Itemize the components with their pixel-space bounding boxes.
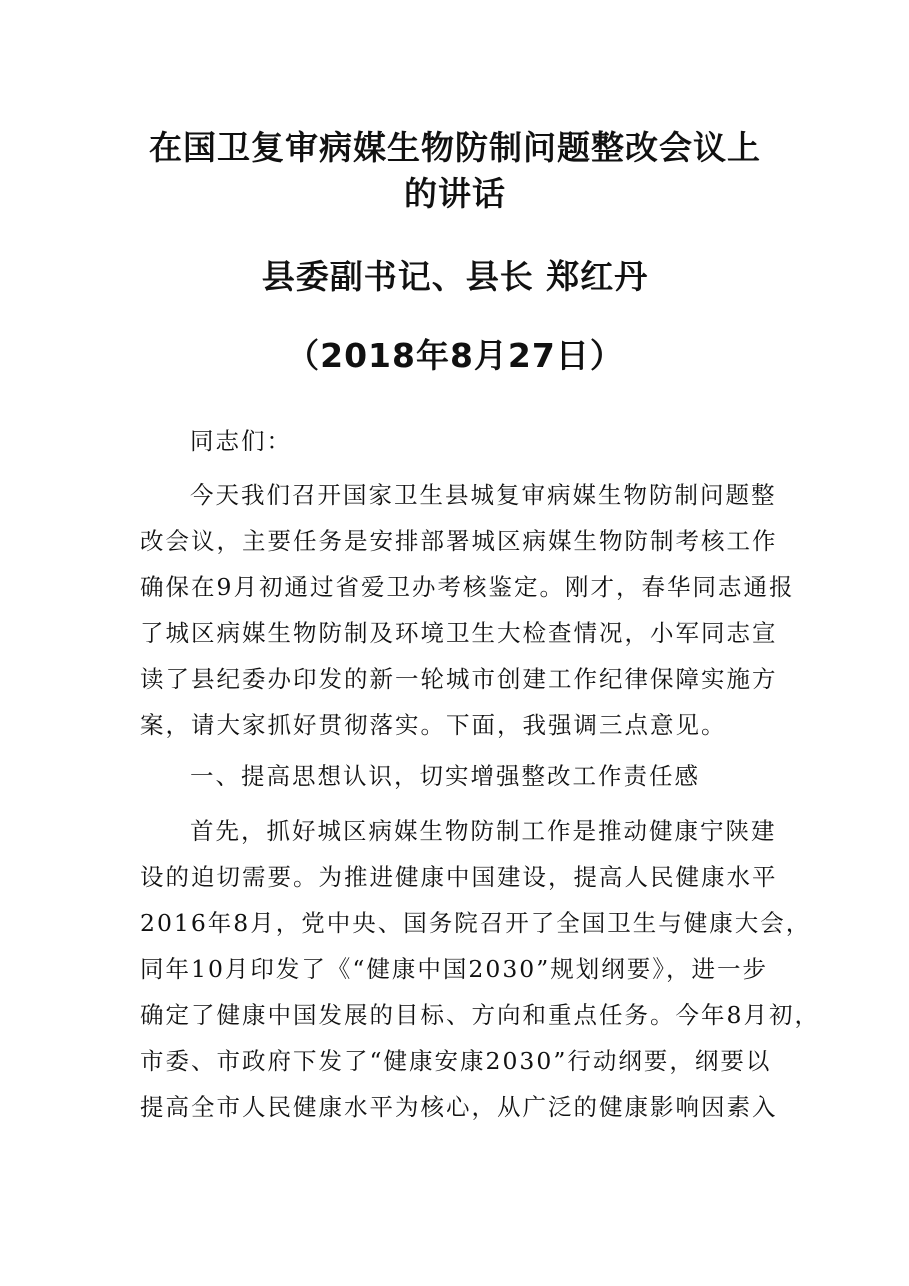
body-line: 市委、市政府下发了“健康安康2030”行动纲要，纲要以: [140, 1047, 772, 1075]
salutation: 同志们：: [190, 427, 292, 455]
body-line: 读了县纪委办印发的新一轮城市创建工作纪律保障实施方: [140, 665, 778, 693]
body-line: 今天我们召开国家卫生县城复审病媒生物防制问题整: [190, 481, 777, 509]
body-line: 改会议，主要任务是安排部署城区病媒生物防制考核工作: [140, 527, 778, 555]
body-line: 确保在9月初通过省爱卫办考核鉴定。刚才，春华同志通报: [140, 573, 795, 601]
body-line: 首先，抓好城区病媒生物防制工作是推动健康宁陕建: [190, 817, 777, 845]
body-line: 提高全市人民健康水平为核心，从广泛的健康影响因素入: [140, 1093, 778, 1121]
document-title-line-2: 的讲话: [404, 174, 506, 213]
speaker-line: 县委副书记、县长 郑红丹: [261, 257, 649, 296]
body-line: 确定了健康中国发展的目标、方向和重点任务。今年8月初，: [140, 1001, 820, 1029]
date-line: （2018年8月27日）: [286, 336, 624, 375]
body-line: 设的迫切需要。为推进健康中国建设，提高人民健康水平: [140, 863, 778, 891]
body-line: 同年10月印发了《“健康中国2030”规划纲要》，进一步: [140, 955, 768, 983]
document-title-line-1: 在国卫复审病媒生物防制问题整改会议上: [149, 128, 761, 167]
body-line: 案，请大家抓好贯彻落实。下面，我强调三点意见。: [140, 711, 727, 739]
body-line: 了城区病媒生物防制及环境卫生大检查情况，小军同志宣: [140, 619, 778, 647]
body-line: 2016年8月，党中央、国务院召开了全国卫生与健康大会，: [140, 909, 812, 937]
section-heading: 一、提高思想认识，切实增强整改工作责任感: [190, 762, 700, 790]
